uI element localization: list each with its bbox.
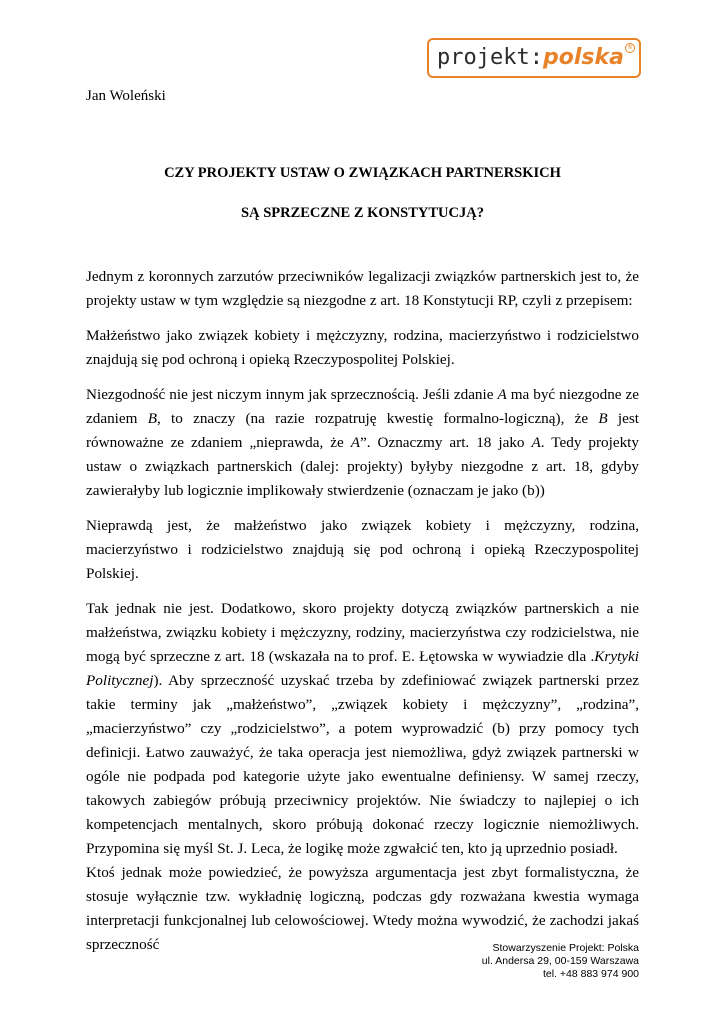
p5-text: ). Aby sprzeczność uzyskać trzeba by zdefiniować związek partnerski przez takie terminy jak „małżeństwo”, „związek kobiety i mężczyzny”, „rodzina”, „macierzyństwo” czy „rodzicielstwo”, a potem wyprowadzić (b) przy pomocy tych definicji. Łatwo zauważyć, że taka operacja jest niemożliwa, gdyż związek partnerski w ogóle nie podpada pod kategorie użyte jako ewentualne definiensy. W samej rzeczy, takowych zabiegów próbują przeciwnicy projektów. Nie świadczy to najlepiej o ich kompetencjach mentalnych, skoro próbują dokonać rzeczy logicznie niemożliwych. Przypomina się myśl St. J. Leca, że logikę może zgwałcić ten, kto ją uprzednio posiadł.	[86, 672, 639, 857]
p3-var: B	[147, 410, 157, 427]
article-title-line-1: CZY PROJEKTY USTAW O ZWIĄZKACH PARTNERSKICH	[164, 165, 561, 181]
p3-text: , to znaczy (na razie rozpatruję kwestię formalno-logiczną), że	[156, 410, 599, 427]
projekt-polska-logo	[427, 38, 641, 78]
p3-var: B	[598, 410, 608, 427]
p3-text: ”. Oznaczmy art. 18 jako	[359, 434, 532, 451]
paragraph-4-quote: Nieprawdą jest, że małżeństwo jako związek kobiety i mężczyzny, rodzina, macierzyństwo i rodzicielstwo znajdują się pod ochroną i opieką Rzeczypospolitej Polskiej.	[86, 517, 639, 582]
logo-registered-mark: ®	[627, 44, 633, 51]
p5-text: Tak jednak nie jest. Dodatkowo, skoro projekty dotyczą związków partnerskich a nie małżeństwa, związku kobiety i mężczyzny, rodziny, macierzyństwa czy rodzicielstwa, nie mogą być sprzeczne z art. 18 (wskazała na to prof. E. Łętowska w wywiadzie dla .	[86, 600, 639, 665]
logo-colon: :	[529, 45, 543, 70]
logo-text-projekt: projekt	[437, 45, 530, 70]
p3-text: . Tedy projekty ustaw o związkach partnerskich (dalej: projekty) byłyby niezgodne z art. 18, gdyby zawierałyby lub logicznie implikowały stwierdzenie (oznaczam je jako (b))	[86, 434, 640, 499]
paragraph-2-quote: Małżeństwo jako związek kobiety i mężczyzny, rodzina, macierzyństwo i rodzicielstwo znajdują się pod ochroną i opieką Rzeczypospolitej Polskiej.	[86, 327, 639, 368]
paragraph-1: Jednym z koronnych zarzutów przeciwników legalizacji związków partnerskich jest to, że projekty ustaw w tym względzie są niezgodne z art. 18 Konstytucji RP, czyli z przepisem:	[86, 268, 639, 309]
p3-text: ma być niezgodne ze zdaniem	[86, 386, 639, 427]
p3-var: A	[350, 434, 360, 451]
p3-text: jest równoważne ze zdaniem „nieprawda, że	[86, 410, 639, 451]
article-body	[86, 265, 639, 968]
footer-street: ul. Andersa 29, 00-159 Warszawa	[481, 955, 639, 967]
paragraph-5	[86, 597, 639, 861]
logo-text-polska: polska	[542, 45, 624, 70]
footer-phone: tel. +48 883 974 900	[542, 968, 639, 980]
footer-address	[482, 942, 639, 981]
p3-text: Niezgodność nie jest niczym innym jak sprzecznością. Jeśli zdanie	[86, 386, 498, 403]
p3-var: A	[497, 386, 507, 403]
author-name: Jan Woleński	[86, 88, 166, 104]
article-title-line-2: SĄ SPRZECZNE Z KONSTYTUCJĄ?	[241, 205, 484, 221]
footer-organization: Stowarzyszenie Projekt: Polska	[492, 942, 639, 954]
paragraph-3	[86, 383, 639, 503]
p3-var: A	[531, 434, 541, 451]
paragraph-6: Ktoś jednak może powiedzieć, że powyższa argumentacja jest zbyt formalistyczna, że stosuje wyłącznie tzw. wykładnię logiczną, podczas gdy rozważana kwestia wymaga interpretacji funkcjonalnej lub celowościowej. Wtedy można wywodzić, że zachodzi jakaś sprzeczność	[86, 864, 639, 953]
p5-journal-title: Krytyki Politycznej	[86, 648, 639, 689]
